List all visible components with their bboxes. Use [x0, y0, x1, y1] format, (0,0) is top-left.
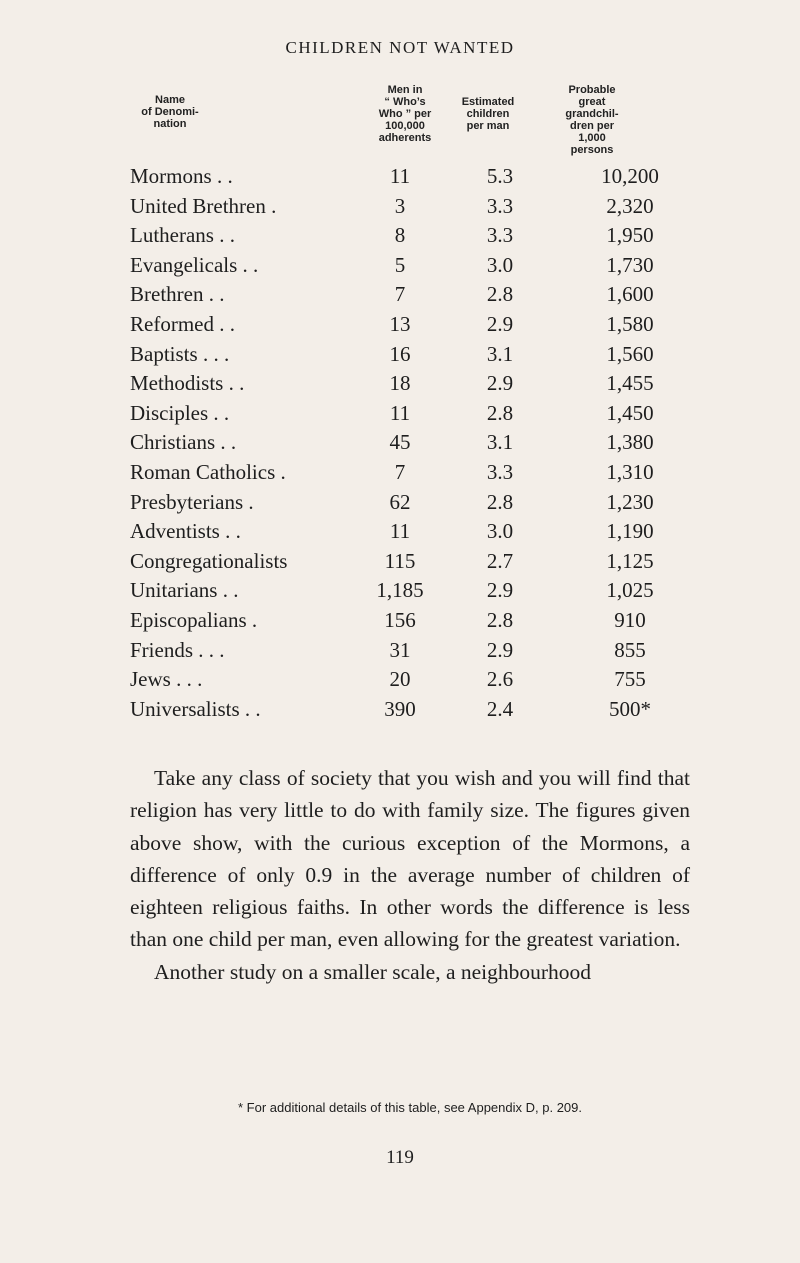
header-line: persons: [570, 144, 614, 156]
men-per-100000: 62: [389, 489, 411, 514]
leader-dots: . . .: [197, 341, 230, 366]
table-row: [130, 194, 690, 224]
leader-dots: . .: [215, 430, 237, 455]
header-line: per man: [466, 120, 510, 132]
body-text: [130, 762, 690, 988]
header-line: great: [578, 96, 606, 108]
header-line: Men in: [387, 84, 423, 96]
denomination-name: [130, 667, 202, 692]
denomination-label: Adventists: [130, 519, 220, 544]
paragraph: Take any class of society that you wish and you will find that religion has very little to do with family size. The figures given above show, with the curious exception of the Mormons, a difference of only 0.9 in the average number of children of eighteen religious faiths. In other words the difference is less than one child per man, even allowing for the greatest variation.: [130, 766, 690, 952]
children-per-man: 3.3: [486, 193, 514, 218]
men-per-100000: 11: [389, 164, 411, 188]
denomination-name: [130, 490, 254, 515]
denomination-name: [130, 519, 241, 544]
great-grandchildren-per-1000: 1,125: [606, 548, 654, 573]
leader-dots: . .: [219, 519, 241, 544]
men-per-100000: 11: [389, 400, 411, 425]
great-grandchildren-per-1000: 2,320: [606, 193, 654, 218]
denomination-label: Evangelicals: [130, 252, 238, 277]
leader-dots: . .: [213, 311, 235, 336]
denomination-label: Universalists: [130, 696, 240, 721]
denomination-name: [130, 608, 257, 633]
children-per-man: 2.6: [486, 667, 514, 692]
denomination-table: [130, 164, 690, 726]
header-line: grandchil-: [565, 108, 619, 120]
leader-dots: .: [246, 607, 258, 632]
denomination-label: Congregationalists: [130, 548, 288, 573]
table-row: [130, 223, 690, 253]
denomination-label: Baptists: [130, 341, 198, 366]
children-per-man: 2.8: [486, 489, 514, 514]
table-row: [130, 519, 690, 549]
table-row: [130, 282, 690, 312]
great-grandchildren-per-1000: 1,380: [606, 430, 654, 455]
table-row: [130, 578, 690, 608]
denomination-name: [130, 697, 261, 722]
denomination-label: Disciples: [130, 400, 209, 425]
men-per-100000: 45: [389, 430, 411, 455]
men-per-100000: 7: [394, 459, 406, 484]
denomination-name: [130, 342, 229, 367]
table-row: [130, 164, 690, 194]
table-row: [130, 460, 690, 490]
paragraph: Another study on a smaller scale, a neighbourhood: [154, 959, 592, 984]
denomination-name: [130, 371, 244, 396]
header-line: of Denomi-: [141, 106, 199, 118]
leader-dots: . .: [223, 371, 245, 396]
denomination-name: [130, 401, 229, 426]
denomination-label: Brethren: [130, 282, 204, 307]
great-grandchildren-per-1000: 1,230: [606, 489, 654, 514]
children-per-man: 3.3: [486, 223, 514, 248]
great-grandchildren-per-1000: 1,310: [606, 459, 654, 484]
great-grandchildren-per-1000: 1,950: [606, 223, 654, 248]
children-per-man: 2.8: [486, 400, 514, 425]
denomination-name: [130, 460, 286, 485]
men-per-100000: 11: [389, 519, 411, 544]
leader-dots: . .: [239, 696, 261, 721]
children-per-man: 3.0: [486, 519, 514, 544]
denomination-label: Lutherans: [130, 223, 214, 248]
leader-dots: . .: [203, 282, 225, 307]
table-row: [130, 667, 690, 697]
table-row: [130, 371, 690, 401]
children-per-man: 2.8: [486, 607, 514, 632]
leader-dots: .: [275, 459, 286, 484]
denomination-name: [130, 194, 276, 219]
children-per-man: 2.7: [486, 548, 514, 573]
leader-dots: . .: [217, 578, 239, 603]
header-line: Estimated: [461, 96, 515, 108]
header-estimated-children: [438, 96, 538, 132]
header-line: adherents: [378, 132, 432, 144]
men-per-100000: 13: [389, 311, 411, 336]
great-grandchildren-per-1000: 1,450: [606, 400, 654, 425]
denomination-label: Jews: [130, 667, 171, 692]
table-row: [130, 401, 690, 431]
header-denomination: [120, 94, 220, 130]
children-per-man: 3.3: [486, 459, 514, 484]
denomination-name: [130, 223, 235, 248]
great-grandchildren-per-1000: 1,455: [606, 371, 654, 396]
table-row: [130, 697, 690, 727]
men-per-100000: 31: [389, 637, 411, 662]
table-row: [130, 430, 690, 460]
great-grandchildren-per-1000: 1,730: [606, 252, 654, 277]
leader-dots: .: [265, 193, 277, 218]
men-per-100000: 16: [389, 341, 411, 366]
denomination-label: Mormons: [130, 164, 212, 188]
children-per-man: 2.9: [486, 311, 514, 336]
great-grandchildren-per-1000: 1,580: [606, 311, 654, 336]
men-per-100000: 390: [384, 696, 416, 721]
leader-dots: . .: [211, 164, 233, 188]
leader-dots: . .: [237, 252, 259, 277]
denomination-name: [130, 638, 225, 663]
denomination-name: [130, 578, 238, 603]
great-grandchildren-per-1000: 1,600: [606, 282, 654, 307]
children-per-man: 5.3: [486, 164, 514, 188]
header-line: children: [466, 108, 510, 120]
denomination-label: Roman Catholics: [130, 459, 276, 484]
header-line: dren per: [569, 120, 614, 132]
great-grandchildren-per-1000: 500*: [609, 696, 651, 721]
leader-dots: . .: [213, 223, 235, 248]
men-per-100000: 8: [394, 223, 406, 248]
footnote: * For additional details of this table, see Appendix D, p. 209.: [238, 1100, 582, 1115]
men-per-100000: 115: [384, 548, 416, 573]
children-per-man: 3.1: [486, 341, 514, 366]
great-grandchildren-per-1000: 1,560: [606, 341, 654, 366]
denomination-name: [130, 164, 233, 189]
children-per-man: 2.9: [486, 371, 514, 396]
table-row: [130, 638, 690, 668]
great-grandchildren-per-1000: 1,025: [606, 578, 654, 603]
men-per-100000: 18: [389, 371, 411, 396]
header-line: 1,000: [578, 132, 606, 144]
men-per-100000: 5: [394, 252, 406, 277]
great-grandchildren-per-1000: 1,190: [606, 519, 654, 544]
great-grandchildren-per-1000: 755: [614, 667, 646, 692]
great-grandchildren-per-1000: 855: [614, 637, 646, 662]
denomination-label: Methodists: [130, 371, 224, 396]
men-per-100000: 1,185: [376, 578, 424, 603]
header-line: 100,000: [385, 120, 425, 132]
children-per-man: 2.4: [486, 696, 514, 721]
header-probable-great-grandchildren: [542, 84, 642, 156]
children-per-man: 3.0: [486, 252, 514, 277]
men-per-100000: 20: [389, 667, 411, 692]
denomination-label: Reformed: [130, 311, 214, 336]
leader-dots: . . .: [170, 667, 203, 692]
denomination-label: Episcopalians: [130, 607, 247, 632]
header-line: Probable: [568, 84, 616, 96]
table-row: [130, 253, 690, 283]
header-line: nation: [153, 118, 187, 130]
men-per-100000: 7: [394, 282, 406, 307]
denomination-name: [130, 253, 258, 278]
page-number: 119: [386, 1147, 414, 1168]
table-row: [130, 608, 690, 638]
children-per-man: 2.8: [486, 282, 514, 307]
header-line: Who ” per: [378, 108, 432, 120]
leader-dots: .: [243, 489, 254, 514]
table-row: [130, 342, 690, 372]
header-men-in-whos-who: [360, 84, 450, 144]
denomination-name: [130, 312, 235, 337]
denomination-label: Christians: [130, 430, 216, 455]
table-row: [130, 490, 690, 520]
children-per-man: 2.9: [486, 637, 514, 662]
running-head: CHILDREN NOT WANTED: [285, 38, 515, 57]
denomination-label: Presbyterians: [130, 489, 244, 514]
great-grandchildren-per-1000: 10,200: [601, 164, 659, 188]
denomination-name: [130, 430, 236, 455]
header-line: “ Who’s: [384, 96, 426, 108]
denomination-label: Unitarians: [130, 578, 218, 603]
children-per-man: 2.9: [486, 578, 514, 603]
men-per-100000: 156: [384, 607, 416, 632]
table-row: [130, 312, 690, 342]
great-grandchildren-per-1000: 910: [614, 607, 646, 632]
denomination-name: [130, 282, 224, 307]
denomination-label: United Brethren: [130, 193, 266, 218]
men-per-100000: 3: [394, 193, 406, 218]
table-row: [130, 549, 690, 579]
children-per-man: 3.1: [486, 430, 514, 455]
leader-dots: . . .: [193, 637, 225, 662]
denomination-label: Friends: [130, 637, 193, 662]
leader-dots: . .: [208, 400, 230, 425]
denomination-name: [130, 549, 287, 574]
header-line: Name: [155, 94, 185, 106]
